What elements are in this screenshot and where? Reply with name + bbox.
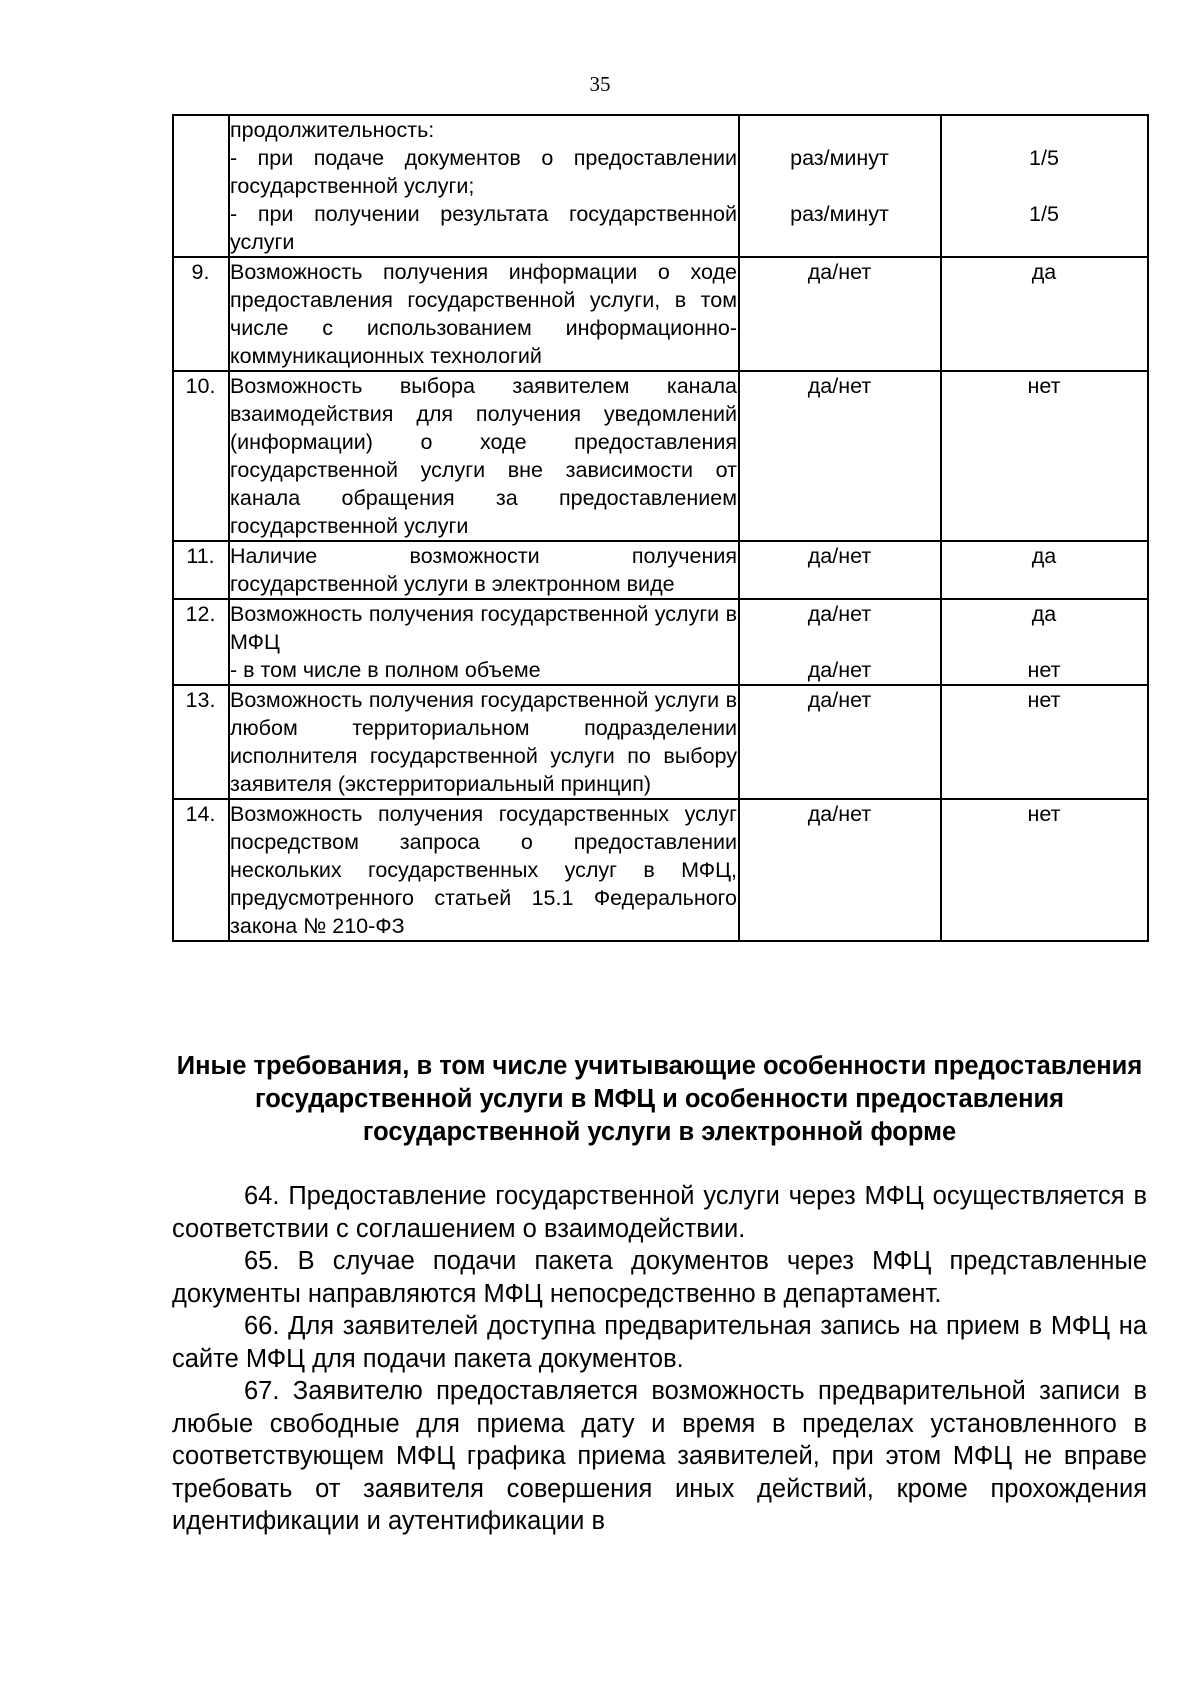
row-description: Возможность получения государственной услуги в любом территориальном подразделении исполнителя государственной услуги по выбору заявителя (экстерриториальный принцип) xyxy=(229,685,739,799)
row-number: 13. xyxy=(173,685,229,799)
row-unit: да/нет да/нет xyxy=(739,599,941,685)
row-unit: да/нет xyxy=(739,371,941,541)
row-number: 12. xyxy=(173,599,229,685)
row-description: Наличие возможности получения государственной услуги в электронном виде xyxy=(229,541,739,599)
table-row xyxy=(173,685,1148,799)
row-number: 9. xyxy=(173,257,229,371)
row-value: нет xyxy=(941,685,1148,799)
row-value: да xyxy=(941,541,1148,599)
row-unit: да/нет xyxy=(739,257,941,371)
row-unit: да/нет xyxy=(739,541,941,599)
table-row xyxy=(173,257,1148,371)
row-description: продолжительность: - при подаче документов о предоставлении государственной услуги; - при получении результата государственной услуги xyxy=(229,115,739,257)
table-row xyxy=(173,115,1148,257)
body-text xyxy=(172,1180,1147,1538)
paragraph: 66. Для заявителей доступна предварительная запись на прием в МФЦ на сайте МФЦ для подачи пакета документов. xyxy=(172,1312,1147,1373)
paragraph: 67. Заявителю предоставляется возможность предварительной записи в любые свободные для приема дату и время в пределах установленного в соответствующем МФЦ графика приема заявителей, при этом МФЦ не вправе требовать от заявителя совершения иных действий, кроме прохождения идентификации и аутентификации в xyxy=(172,1377,1147,1535)
row-description: Возможность получения государственной услуги в МФЦ - в том числе в полном объеме xyxy=(229,599,739,685)
row-unit: да/нет xyxy=(739,685,941,799)
row-description: Возможность выбора заявителем канала взаимодействия для получения уведомлений (информации) о ходе предоставления государственной услуги вне зависимости от канала обращения за предоставлением государственной услуги xyxy=(229,371,739,541)
table-row xyxy=(173,541,1148,599)
section-heading: Иные требования, в том числе учитывающие особенности предоставления государственной услуги в МФЦ и особенности предоставления государственной услуги в электронной форме xyxy=(176,1052,1143,1146)
row-value: нет xyxy=(941,799,1148,941)
row-number xyxy=(173,115,229,257)
row-number: 10. xyxy=(173,371,229,541)
table-row xyxy=(173,599,1148,685)
table-row xyxy=(173,371,1148,541)
row-unit: раз/минут раз/минут xyxy=(739,115,941,257)
row-value: да нет xyxy=(941,599,1148,685)
page-number: 35 xyxy=(589,72,611,96)
row-value: нет xyxy=(941,371,1148,541)
row-number: 14. xyxy=(173,799,229,941)
indicators-table xyxy=(172,114,1149,942)
row-number: 11. xyxy=(173,541,229,599)
table-row xyxy=(173,799,1148,941)
paragraph: 64. Предоставление государственной услуги через МФЦ осуществляется в соответствии с соглашением о взаимодействии. xyxy=(172,1182,1147,1243)
paragraph: 65. В случае подачи пакета документов через МФЦ представленные документы направляются МФЦ непосредственно в департамент. xyxy=(172,1247,1147,1308)
row-value: 1/5 1/5 xyxy=(941,115,1148,257)
row-description: Возможность получения информации о ходе предоставления государственной услуги, в том числе с использованием информационно-коммуникационных технологий xyxy=(229,257,739,371)
row-unit: да/нет xyxy=(739,799,941,941)
row-description: Возможность получения государственных услуг посредством запроса о предоставлении нескольких государственных услуг в МФЦ, предусмотренного статьей 15.1 Федерального закона № 210-ФЗ xyxy=(229,799,739,941)
row-value: да xyxy=(941,257,1148,371)
